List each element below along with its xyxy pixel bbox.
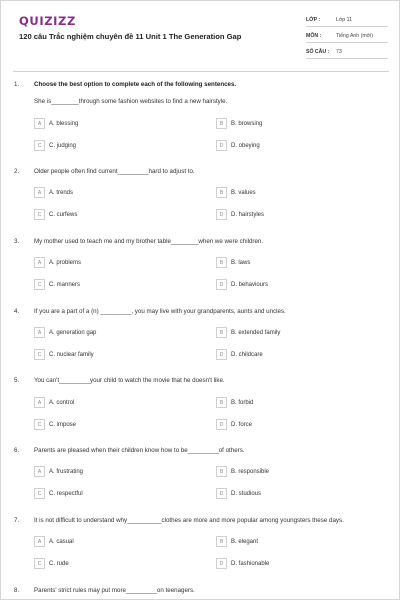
option-label: A. problems [49,259,82,266]
option-a[interactable] [34,536,74,547]
option-key-box: A [34,466,45,477]
option-key-box: C [34,488,45,499]
option-b[interactable] [216,187,256,198]
option-key-box: D [216,209,227,220]
meta-value: 73 [336,48,342,55]
option-key-box: B [216,327,227,338]
option-key-box: B [216,397,227,408]
option-label: B. elegant [231,538,259,545]
option-a[interactable] [34,327,96,338]
option-c[interactable] [34,349,94,360]
option-label: C. judging [49,142,77,149]
document-title: 120 câu Trắc nghiệm chuyên đề 11 Unit 1 The Generation Gap [19,32,242,41]
question-number: 4. [14,308,20,315]
option-key-box: A [34,257,45,268]
option-key-box: C [34,558,45,569]
option-key-box: A [34,536,45,547]
option-a[interactable] [34,118,78,129]
option-b[interactable] [216,327,280,338]
question-number: 7. [14,517,20,524]
meta-row-class [306,13,388,27]
option-key-box: D [216,488,227,499]
option-key-box: D [216,419,227,430]
option-c[interactable] [34,279,80,290]
option-b[interactable] [216,536,258,547]
option-label: C. curfews [49,211,78,218]
question-number: 5. [14,377,20,384]
question-number: 1. [14,81,20,88]
option-key-box: A [34,397,45,408]
option-label: A. casual [49,538,74,545]
option-a[interactable] [34,187,73,198]
option-label: C. manners [49,281,81,288]
option-d[interactable] [216,419,252,430]
meta-row-subject [306,29,388,43]
option-label: A. generation gap [49,329,97,336]
option-b[interactable] [216,257,250,268]
option-d[interactable] [216,140,260,151]
question-text: Parents' strict rules may put more_________on teenagers. [34,587,195,594]
option-label: B. extended family [231,329,281,336]
option-label: C. impose [49,421,77,428]
option-key-box: D [216,349,227,360]
option-key-box: C [34,419,45,430]
option-d[interactable] [216,488,261,499]
question-text: Parents are pleased when their children know how to be_________of others. [34,447,245,454]
meta-value: Lớp 11 [336,16,352,23]
option-key-box: A [34,327,45,338]
option-d[interactable] [216,558,269,569]
option-a[interactable] [34,466,83,477]
option-label: B. values [231,189,256,196]
option-label: B. responsible [231,468,270,475]
question-text: She is________through some fashion websites to find a new hairstyle. [34,98,228,105]
option-key-box: A [34,118,45,129]
question-text: If you are a part of a (n) _________, you may live with your grandparents, aunts and uncles. [34,308,286,315]
question-text: My mother used to teach me and my brother table________when we were children. [34,238,264,245]
option-b[interactable] [216,466,269,477]
header [1,1,400,67]
option-label: C. rude [49,560,69,567]
option-d[interactable] [216,209,264,220]
option-key-box: C [34,209,45,220]
question-number: 8. [14,587,20,594]
option-key-box: D [216,279,227,290]
option-c[interactable] [34,558,69,569]
option-label: D. force [231,421,253,428]
question-text: Older people often find current_________hard to adjust to. [34,168,195,175]
option-key-box: B [216,536,227,547]
question-number: 3. [14,238,20,245]
option-c[interactable] [34,488,83,499]
meta-block [306,13,388,61]
option-b[interactable] [216,397,253,408]
option-label: A. blessing [49,120,79,127]
meta-value: Tiếng Anh (mới) [336,32,373,39]
option-label: A. frustrating [49,468,84,475]
option-key-box: B [216,118,227,129]
option-a[interactable] [34,257,81,268]
meta-label: LỚP : [306,16,321,23]
option-key-box: B [216,187,227,198]
option-label: D. studious [231,490,262,497]
option-label: D. behaviours [231,281,269,288]
option-label: A. control [49,399,75,406]
option-d[interactable] [216,349,263,360]
option-label: C. nuclear family [49,351,94,358]
option-label: A. trends [49,189,74,196]
option-c[interactable] [34,209,77,220]
option-label: B. laws [231,259,251,266]
option-key-box: D [216,558,227,569]
meta-label: MÔN : [306,32,322,39]
option-key-box: B [216,257,227,268]
option-key-box: C [34,279,45,290]
option-key-box: A [34,187,45,198]
option-key-box: B [216,466,227,477]
option-key-box: C [34,140,45,151]
option-a[interactable] [34,397,74,408]
question-text: You can't_________your child to watch the movie that he doesn't like. [34,377,225,384]
option-label: D. obeying [231,142,260,149]
option-c[interactable] [34,140,76,151]
option-label: D. fashionable [231,560,270,567]
option-label: C. respectful [49,490,83,497]
option-key-box: C [34,349,45,360]
meta-label: SỐ CÂU : [306,48,330,55]
option-d[interactable] [216,279,268,290]
option-key-box: D [216,140,227,151]
option-b[interactable] [216,118,262,129]
header-divider [13,71,389,72]
question-number: 6. [14,447,20,454]
meta-row-count [306,45,388,59]
option-label: D. hairstyles [231,211,265,218]
option-label: D. childcare [231,351,263,358]
option-label: B. forbid [231,399,254,406]
question-text: It is not difficult to understand why__________clothes are more and more popular among youngsters these days. [34,517,344,524]
option-c[interactable] [34,419,76,430]
quizizz-logo: QUIZIZZ [19,14,76,28]
question-number: 2. [14,168,20,175]
option-label: B. browsing [231,120,263,127]
instruction-text: Choose the best option to complete each of the following sentences. [34,81,237,88]
